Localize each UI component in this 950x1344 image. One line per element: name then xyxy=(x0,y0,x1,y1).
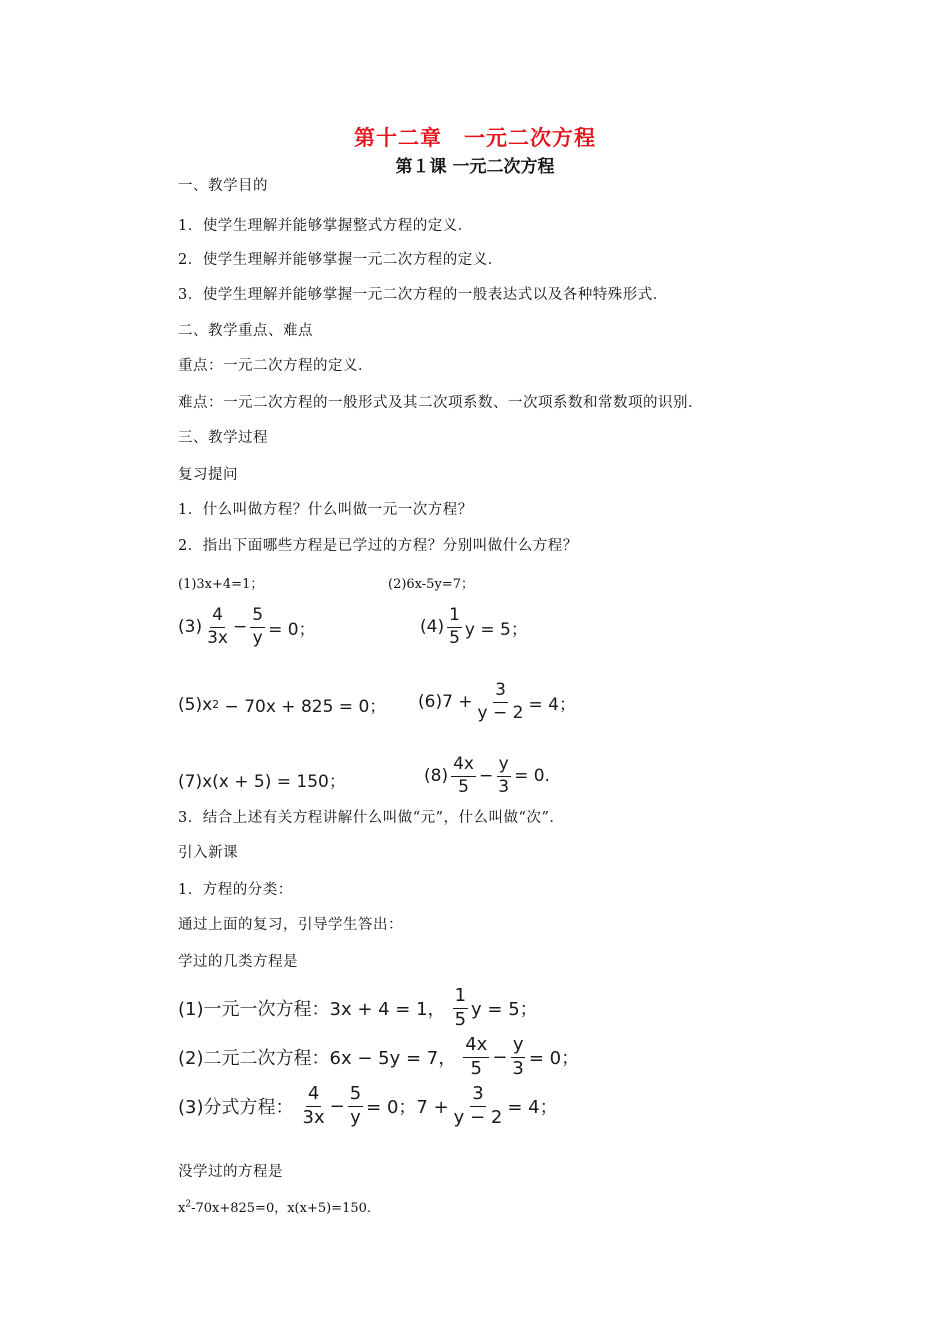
goal-3: 3．使学生理解并能够掌握一元二次方程的一般表达式以及各种特殊形式． xyxy=(178,287,668,303)
fraction: $\frac{5}{y}$ xyxy=(349,1083,362,1128)
class-linear-one-var: (1)一元一次方程： 3x + 4 = 1， $\frac{1}{5}$ y = 5； xyxy=(178,985,538,1030)
classification-heading: 1．方程的分类： xyxy=(178,882,293,898)
question-3: 3．结合上述有关方程讲解什么叫做“元”，什么叫做“次”． xyxy=(178,810,565,826)
class-two-var: (2)二元二次方程： 6x − 5y = 7， $\frac{4x}{5}$ − $\frac{y}{3}$ = 0； xyxy=(178,1034,580,1079)
review-heading: 复习提问 xyxy=(178,467,238,483)
fraction: $\frac{4}{3x}$ xyxy=(207,605,228,648)
fraction: $\frac{3}{y - 2}$ xyxy=(477,680,524,723)
fraction: $\frac{4x}{5}$ xyxy=(453,754,474,797)
equation-6: (6)7 + $\frac{3}{y - 2}$ = 4； xyxy=(418,680,576,723)
not-learned-equations: $x^2-70x+825=0$，x(x+5)=150. xyxy=(178,1199,372,1216)
new-lesson-heading: 引入新课 xyxy=(178,845,238,861)
fraction: $\frac{y}{3}$ xyxy=(498,754,510,797)
not-learned-heading: 没学过的方程是 xyxy=(178,1164,283,1180)
goal-2: 2．使学生理解并能够掌握一元二次方程的定义． xyxy=(178,252,503,268)
section-heading-process: 三、教学过程 xyxy=(178,430,268,446)
equation-7: (7)x(x + 5) = 150； xyxy=(178,772,346,792)
equation-3: (3) $\frac{4}{3x}$ − $\frac{5}{y}$ = 0； xyxy=(178,605,316,648)
equation-1: (1)3x+4=1； xyxy=(178,577,264,592)
fraction: $\frac{4}{3x}$ xyxy=(302,1083,325,1128)
fraction: $\frac{1}{5}$ xyxy=(454,985,467,1030)
lesson-title: 第１课 一元二次方程 xyxy=(395,157,555,177)
equation-4: (4) $\frac{1}{5}$ y = 5； xyxy=(420,605,528,648)
fraction: $\frac{5}{y}$ xyxy=(252,605,264,648)
classification-intro: 通过上面的复习，引导学生答出： xyxy=(178,917,403,933)
question-1: 1．什么叫做方程？什么叫做一元一次方程？ xyxy=(178,502,473,518)
equation-2: (2)6x-5y=7； xyxy=(388,577,474,592)
fraction: $\frac{3}{y - 2}$ xyxy=(453,1083,503,1128)
difficult-point: 难点：一元二次方程的一般形式及其二次项系数、一次项系数和常数项的识别． xyxy=(178,395,703,411)
chapter-title: 第十二章 一元二次方程 xyxy=(354,126,596,150)
fraction: $\frac{y}{3}$ xyxy=(512,1034,524,1079)
class-fractional: (3)分式方程： $\frac{4}{3x}$ − $\frac{5}{y}$ = 0；7 + $\frac{3}{y - 2}$ = 4； xyxy=(178,1083,558,1128)
goal-1: 1．使学生理解并能够掌握整式方程的定义． xyxy=(178,218,473,234)
fraction: $\frac{4x}{5}$ xyxy=(465,1034,488,1079)
equation-8: (8) $\frac{4x}{5}$ − $\frac{y}{3}$ = 0. xyxy=(424,754,550,797)
equation-3-label: (3) xyxy=(178,617,203,638)
section-heading-goals: 一、教学目的 xyxy=(178,178,268,194)
fraction: $\frac{1}{5}$ xyxy=(449,605,460,648)
section-heading-focus: 二、教学重点、难点 xyxy=(178,323,313,339)
learned-equations-heading: 学过的几类方程是 xyxy=(178,954,298,970)
equation-5: (5)x 2 − 70x + 825 = 0； xyxy=(178,694,387,717)
question-2: 2．指出下面哪些方程是已学过的方程？分别叫做什么方程？ xyxy=(178,538,578,554)
key-point: 重点：一元二次方程的定义． xyxy=(178,358,373,374)
